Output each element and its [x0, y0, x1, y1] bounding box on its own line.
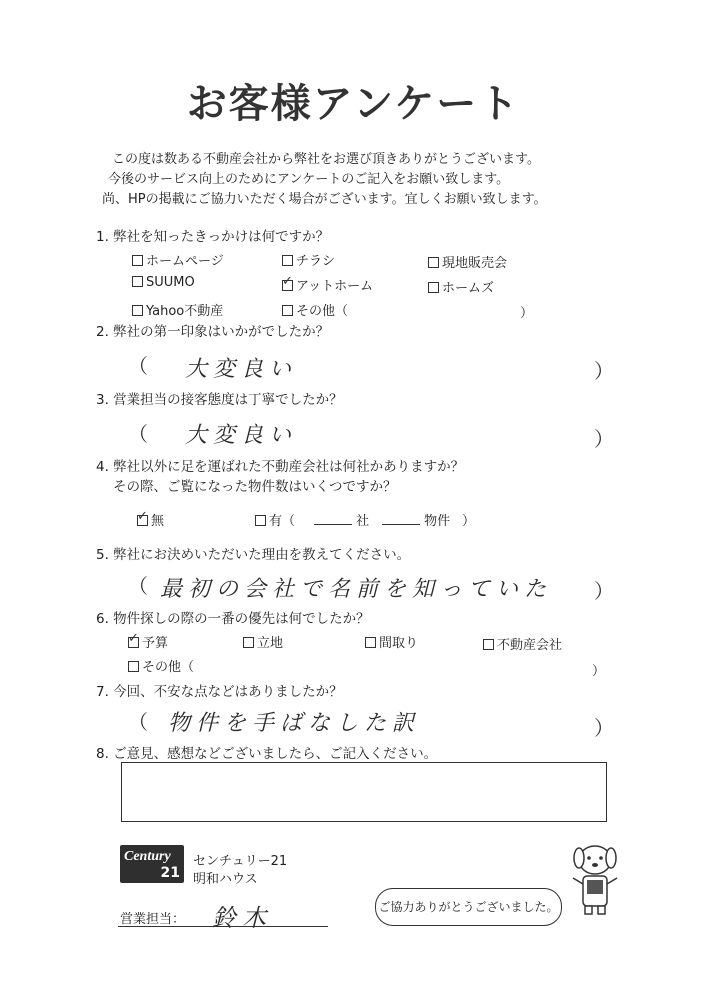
checkbox[interactable] [132, 305, 143, 316]
page-title: お客様アンケート [186, 81, 521, 127]
q4-option-none[interactable]: ✓無 [137, 510, 164, 529]
q6-option-other[interactable]: その他（ [128, 656, 194, 675]
company-count-blank[interactable] [314, 514, 352, 525]
q2-open-paren: （ [128, 354, 148, 378]
q6-close-paren: ） [592, 664, 606, 679]
q4-question: 4. 弊社以外に足を運ばれた不動産会社は何社かありますか？ [96, 459, 465, 475]
q3-open-paren: （ [128, 422, 148, 446]
checkbox[interactable] [132, 255, 143, 266]
q3-close-paren: ） [594, 427, 614, 451]
q3-question: 3. 営業担当の接客態度は丁寧でしたか？ [96, 392, 343, 408]
q1-option-homepage[interactable]: ホームページ [132, 250, 224, 269]
checkbox[interactable] [128, 661, 139, 672]
checkbox-checked[interactable] [282, 280, 293, 291]
q5-open-paren: （ [128, 574, 148, 598]
staff-line [118, 926, 328, 927]
staff-name[interactable]: 鈴木 [212, 904, 272, 932]
checkbox-checked[interactable] [137, 515, 148, 526]
staff-label: 営業担当： [120, 912, 186, 927]
company-name: センチュリー21 [193, 854, 288, 869]
q2-close-paren: ） [594, 359, 614, 383]
q5-question: 5. 弊社にお決めいただいた理由を教えてください。 [96, 547, 411, 563]
q2-question: 2. 弊社の第一印象はいかがでしたか？ [96, 324, 330, 340]
company-branch: 明和ハウス [193, 872, 258, 887]
q5-answer[interactable]: 最初の会社で名前を知っていた [160, 577, 553, 602]
q1-close-paren: ） [520, 306, 534, 321]
checkbox[interactable] [132, 276, 143, 287]
q6-option-layout[interactable]: 間取り [365, 632, 418, 651]
comment-box[interactable] [121, 762, 607, 822]
q1-option-flyer[interactable]: チラシ [282, 250, 335, 269]
q4-question-2: その際、ご覧になった物件数はいくつですか？ [113, 479, 397, 495]
q7-question: 7. 今回、不安な点などはありましたか？ [96, 684, 343, 700]
checkbox[interactable] [428, 282, 439, 293]
checkbox[interactable] [255, 515, 266, 526]
q1-option-suumo[interactable]: SUUMO [132, 275, 195, 290]
checkbox[interactable] [282, 255, 293, 266]
intro-line-2: 今後のサービス向上のためにアンケートのご記入をお願い致します。 [108, 172, 510, 187]
q1-option-other[interactable]: その他（ [282, 300, 348, 319]
q7-close-paren: ） [594, 716, 614, 740]
checkbox[interactable] [243, 637, 254, 648]
dog-mascot-icon [565, 838, 625, 918]
checkbox[interactable] [483, 639, 494, 650]
q6-option-location[interactable]: 立地 [243, 632, 283, 651]
q4-company-count[interactable]: 社 [314, 510, 369, 529]
property-count-blank[interactable] [382, 514, 420, 525]
century21-logo: Century 21 [120, 845, 184, 883]
checkbox[interactable] [365, 637, 376, 648]
thanks-bubble: ご協力ありがとうございました。 [375, 888, 562, 926]
q2-answer[interactable]: 大変良い [185, 357, 298, 382]
q1-option-yahoo[interactable]: Yahoo不動産 [132, 300, 223, 319]
checkbox-checked[interactable] [128, 637, 139, 648]
q8-question: 8. ご意見、感想などございましたら、ご記入ください。 [96, 746, 438, 762]
intro-line-1: この度は数ある不動産会社から弊社をお選び頂きありがとうございます。 [112, 152, 540, 167]
q4-close-paren: ） [462, 514, 476, 529]
q4-property-count[interactable]: 物件 [382, 510, 450, 529]
q1-option-onsite-sale[interactable]: 現地販売会 [428, 252, 507, 271]
intro-line-3: 尚、HPの掲載にご協力いただく場合がございます。宜しくお願い致します。 [102, 192, 547, 207]
q5-close-paren: ） [594, 579, 614, 603]
checkbox[interactable] [428, 257, 439, 268]
q7-answer[interactable]: 物件を手ばなした訳 [168, 711, 421, 736]
q7-open-paren: （ [128, 710, 148, 734]
checkbox[interactable] [282, 305, 293, 316]
q4-option-yes[interactable]: 有（ [255, 510, 295, 529]
q3-answer[interactable]: 大変良い [185, 423, 298, 448]
q6-option-agency[interactable]: 不動産会社 [483, 634, 562, 653]
q1-question: 1. 弊社を知ったきっかけは何ですか？ [96, 229, 330, 245]
q1-option-athome[interactable]: ✓ アットホーム [282, 275, 373, 294]
q6-question: 6. 物件探しの際の一番の優先は何でしたか？ [96, 611, 370, 627]
q6-option-budget[interactable]: ✓予算 [128, 632, 168, 651]
q1-option-homes[interactable]: ホームズ [428, 277, 494, 296]
